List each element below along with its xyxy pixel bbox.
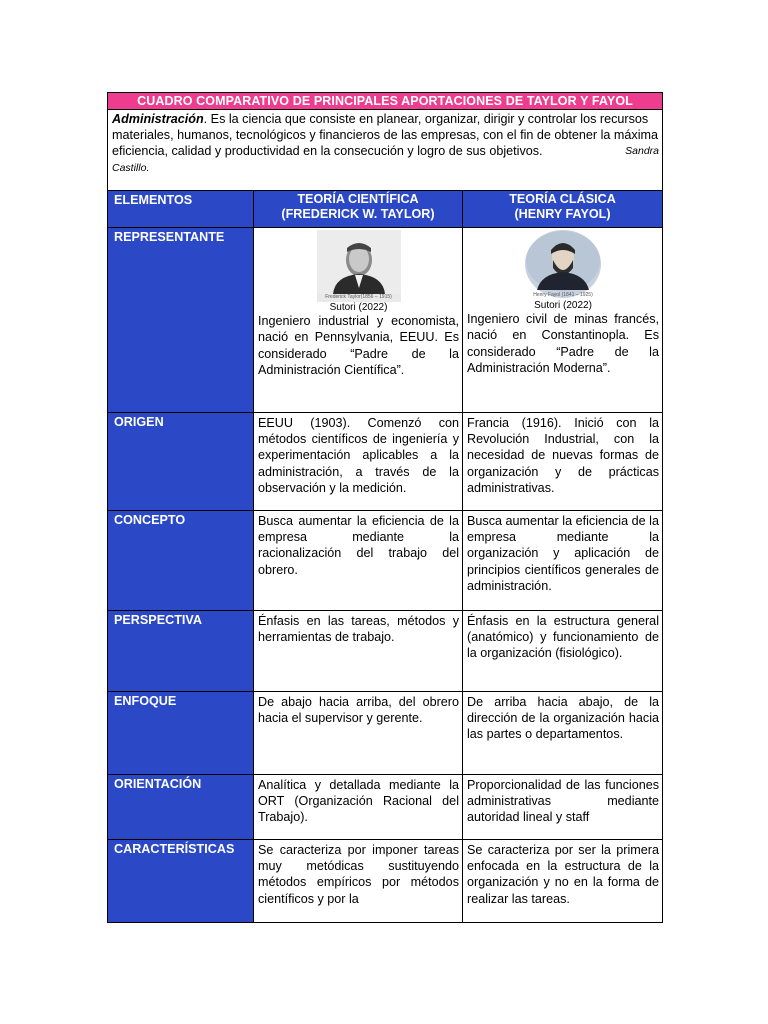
comparison-document [107,92,662,923]
intro-text: . Es la ciencia que consiste en planear, organizar, dirigir y controlar los recursos materiales, humanos, tecnológicos y financieros de las empresas, con el fin de obtener la máxima eficiencia, calidad y productividad en la consecución y logro de sus objetivos. [112,112,659,158]
row-enfoque [108,692,663,775]
taylor-cell: De abajo hacia arriba, del obrero hacia el supervisor y gerente. [254,692,463,775]
taylor-photo-block [258,230,459,313]
row-caracteristicas [108,840,663,923]
fayol-representante-cell [463,228,663,413]
taylor-photo-source: Sutori (2022) [329,302,388,314]
title-row [108,93,663,110]
intro-term: Administración [112,112,204,126]
row-label: PERSPECTIVA [108,611,254,692]
fayol-cell: Proporcionalidad de las funciones administrativas mediante autoridad lineal y staff [463,775,663,840]
fayol-cell: Francia (1916). Inició con la Revolución Industrial, con la necesidad de nuevas formas de organización y de prácticas administrativas. [463,413,663,511]
header-elements: ELEMENTOS [108,191,254,228]
taylor-cell: Busca aumentar la eficiencia de la empresa mediante la racionalización del trabajo del obrero. [254,511,463,611]
intro-author-first: Sandra [625,145,659,157]
row-perspectiva [108,611,663,692]
row-representante [108,228,663,413]
taylor-cell: Se caracteriza por imponer tareas muy metódicas sustituyendo métodos empíricos por métodos científicos y por la [254,840,463,923]
intro-author-period: . [146,162,150,174]
header-fayol-line1: TEORÍA CLÁSICA [509,192,616,206]
row-label: CARACTERÍSTICAS [108,840,254,923]
row-origen [108,413,663,511]
row-concepto [108,511,663,611]
taylor-representante-text: Ingeniero industrial y economista, nació en Pennsylvania, EEUU. Es considerado “Padre de la Administración Científica”. [258,314,459,377]
fayol-representante-text: Ingeniero civil de minas francés, nació en Constantinopla. Es considerado “Padre de la Administración Moderna”. [467,312,659,375]
taylor-photo-caption: Frederick Taylor(1856 – 1915) [325,294,392,300]
taylor-portrait-image [317,230,401,302]
header-taylor-line2: (FREDERICK W. TAYLOR) [281,207,435,221]
taylor-cell: Analítica y detallada mediante la ORT (Organización Racional del Trabajo). [254,775,463,840]
fayol-cell: Busca aumentar la eficiencia de la empresa mediante la organización y aplicación de principios científicos generales de administración. [463,511,663,611]
fayol-portrait-image [525,230,601,298]
fayol-photo-caption: Henry Fayol (1841 – 1925) [533,292,593,298]
fayol-cell: De arriba hacia abajo, de la dirección de la organización hacia las partes o departamentos. [463,692,663,775]
row-label: ORIENTACIÓN [108,775,254,840]
taylor-representante-cell [254,228,463,413]
intro-cell [108,110,663,191]
row-label: ORIGEN [108,413,254,511]
row-label: ENFOQUE [108,692,254,775]
document-title: CUADRO COMPARATIVO DE PRINCIPALES APORTACIONES DE TAYLOR Y FAYOL [108,93,663,110]
header-fayol [463,191,663,228]
header-taylor [254,191,463,228]
fayol-cell: Énfasis en la estructura general (anatómico) y funcionamiento de la organización (fisiológico). [463,611,663,692]
fayol-photo-source: Sutori (2022) [534,300,592,312]
taylor-cell: EEUU (1903). Comenzó con métodos científicos de ingeniería y experimentación aplicables a la administración, a través de la observación y la medición. [254,413,463,511]
intro-row [108,110,663,191]
row-label: REPRESENTANTE [108,228,254,413]
taylor-cell: Énfasis en las tareas, métodos y herramientas de trabajo. [254,611,463,692]
row-orientacion [108,775,663,840]
header-row [108,191,663,228]
row-label: CONCEPTO [108,511,254,611]
fayol-photo-block [467,230,659,311]
intro-author-last: Castillo [112,162,147,174]
fayol-cell: Se caracteriza por ser la primera enfocada en la estructura de la organización y no en la forma de realizar las tareas. [463,840,663,923]
comparison-table [107,92,663,923]
header-fayol-line2: (HENRY FAYOL) [514,207,611,221]
header-taylor-line1: TEORÍA CIENTÍFICA [297,192,419,206]
